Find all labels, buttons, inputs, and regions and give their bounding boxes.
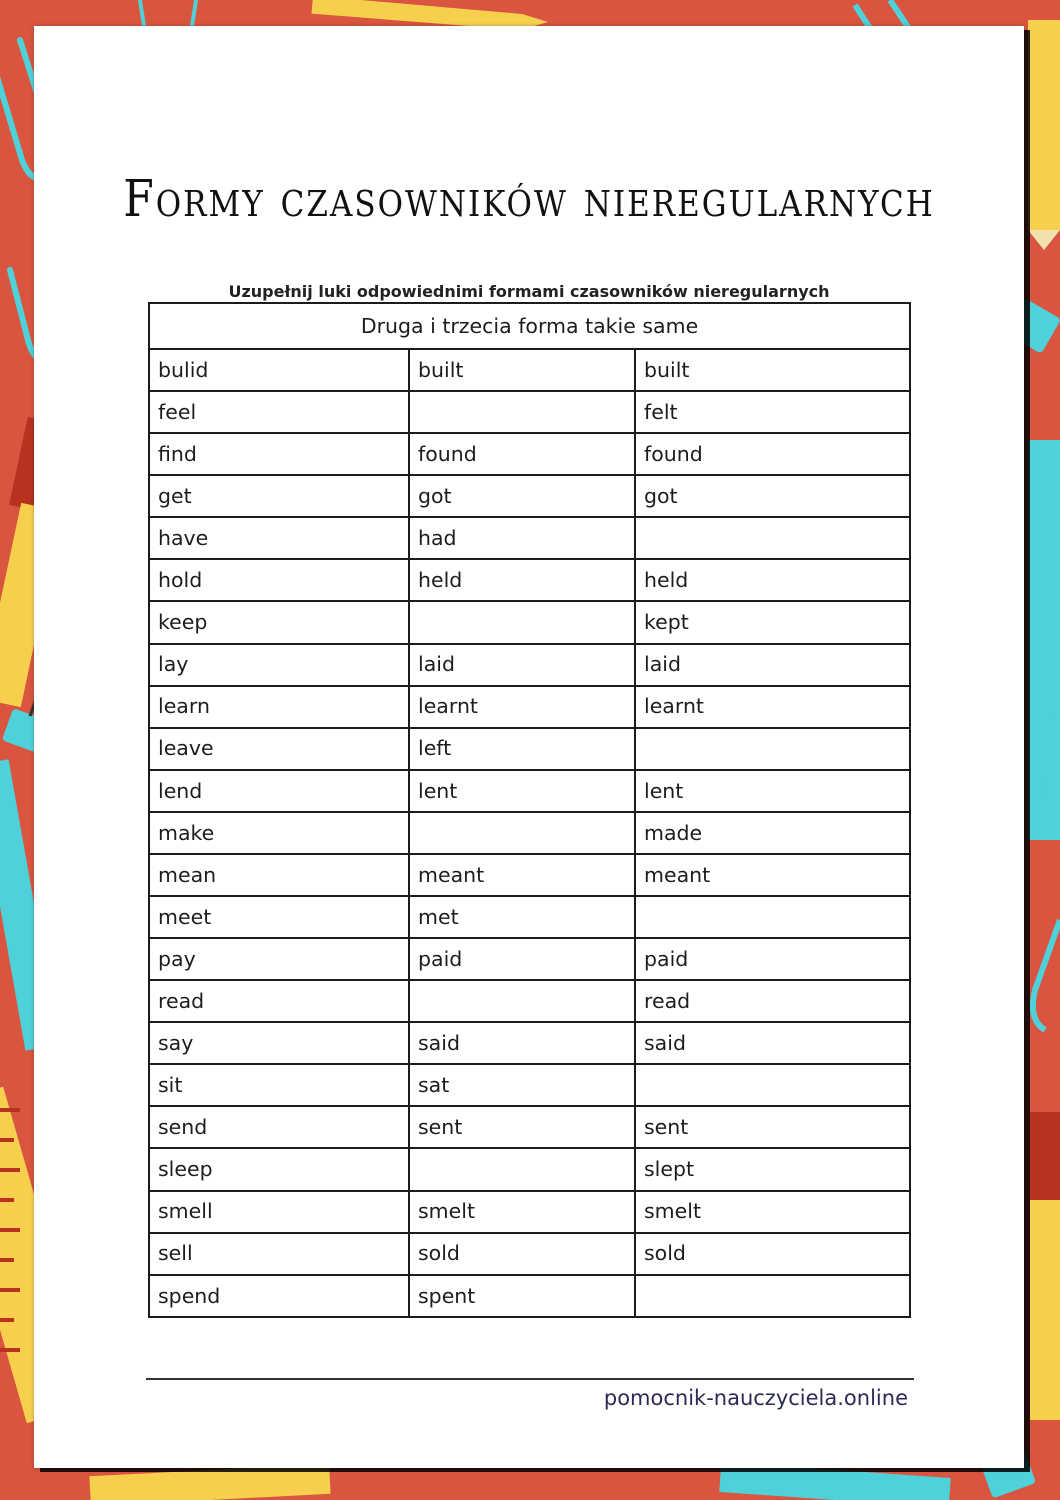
- instructions: Uzupełnij luki odpowiednimi formami czasowników nieregularnych: [228, 282, 830, 301]
- table-row: [149, 896, 910, 938]
- past-simple-cell: held: [409, 559, 635, 601]
- past-simple-cell: got: [409, 475, 635, 517]
- base-form-cell: hold: [149, 559, 409, 601]
- base-form-cell: meet: [149, 896, 409, 938]
- base-form-cell: send: [149, 1106, 409, 1148]
- past-simple-cell: built: [409, 349, 635, 391]
- table-row: [149, 644, 910, 686]
- base-form-cell: make: [149, 812, 409, 854]
- table-row: [149, 391, 910, 433]
- pencil-icon: [1030, 1112, 1060, 1420]
- table-row: [149, 1275, 910, 1317]
- past-participle-cell: laid: [635, 644, 910, 686]
- past-participle-cell: felt: [635, 391, 910, 433]
- worksheet-page: [34, 26, 1024, 1468]
- past-participle-cell: [635, 517, 910, 559]
- past-participle-cell: [635, 728, 910, 770]
- table-row: [149, 1191, 910, 1233]
- past-simple-cell: spent: [409, 1275, 635, 1317]
- page-title: Formy czasowników nieregularnych: [123, 170, 935, 229]
- table-row: [149, 475, 910, 517]
- base-form-cell: read: [149, 980, 409, 1022]
- past-participle-cell: learnt: [635, 686, 910, 728]
- pencil-icon: [1028, 20, 1060, 250]
- past-simple-cell: left: [409, 728, 635, 770]
- past-simple-cell: lent: [409, 770, 635, 812]
- past-simple-cell: meant: [409, 854, 635, 896]
- table-row: [149, 686, 910, 728]
- table-row: [149, 1148, 910, 1190]
- base-form-cell: lay: [149, 644, 409, 686]
- base-form-cell: pay: [149, 938, 409, 980]
- past-participle-cell: got: [635, 475, 910, 517]
- table-row: [149, 601, 910, 643]
- past-simple-cell: met: [409, 896, 635, 938]
- table-row: [149, 728, 910, 770]
- base-form-cell: learn: [149, 686, 409, 728]
- past-simple-cell: found: [409, 433, 635, 475]
- past-participle-cell: slept: [635, 1148, 910, 1190]
- past-participle-cell: paid: [635, 938, 910, 980]
- base-form-cell: say: [149, 1022, 409, 1064]
- base-form-cell: spend: [149, 1275, 409, 1317]
- past-participle-cell: read: [635, 980, 910, 1022]
- table-row: [149, 854, 910, 896]
- past-simple-cell: smelt: [409, 1191, 635, 1233]
- past-participle-cell: sent: [635, 1106, 910, 1148]
- past-simple-cell: [409, 980, 635, 1022]
- past-participle-cell: meant: [635, 854, 910, 896]
- table-row: [149, 349, 910, 391]
- base-form-cell: sit: [149, 1064, 409, 1106]
- past-participle-cell: [635, 1064, 910, 1106]
- table-body: [149, 349, 910, 1317]
- past-participle-cell: built: [635, 349, 910, 391]
- base-form-cell: have: [149, 517, 409, 559]
- past-simple-cell: [409, 391, 635, 433]
- base-form-cell: bulid: [149, 349, 409, 391]
- past-simple-cell: said: [409, 1022, 635, 1064]
- base-form-cell: sleep: [149, 1148, 409, 1190]
- table-header: Druga i trzecia forma takie same: [149, 303, 910, 349]
- table-header-row: [149, 303, 910, 349]
- table-row: [149, 980, 910, 1022]
- past-simple-cell: sold: [409, 1233, 635, 1275]
- base-form-cell: smell: [149, 1191, 409, 1233]
- past-participle-cell: said: [635, 1022, 910, 1064]
- base-form-cell: find: [149, 433, 409, 475]
- past-participle-cell: [635, 1275, 910, 1317]
- table-row: [149, 770, 910, 812]
- past-simple-cell: laid: [409, 644, 635, 686]
- table-row: [149, 1233, 910, 1275]
- base-form-cell: keep: [149, 601, 409, 643]
- past-participle-cell: found: [635, 433, 910, 475]
- past-simple-cell: [409, 601, 635, 643]
- past-simple-cell: [409, 1148, 635, 1190]
- base-form-cell: get: [149, 475, 409, 517]
- past-simple-cell: [409, 812, 635, 854]
- footer-website: pomocnik-nauczyciela.online: [603, 1386, 908, 1410]
- irregular-verbs-table: [148, 302, 911, 1318]
- past-simple-cell: paid: [409, 938, 635, 980]
- past-simple-cell: sat: [409, 1064, 635, 1106]
- table-row: [149, 1022, 910, 1064]
- table-row: [149, 433, 910, 475]
- base-form-cell: feel: [149, 391, 409, 433]
- past-simple-cell: sent: [409, 1106, 635, 1148]
- base-form-cell: mean: [149, 854, 409, 896]
- base-form-cell: sell: [149, 1233, 409, 1275]
- base-form-cell: lend: [149, 770, 409, 812]
- past-simple-cell: learnt: [409, 686, 635, 728]
- base-form-cell: leave: [149, 728, 409, 770]
- past-participle-cell: [635, 896, 910, 938]
- past-simple-cell: had: [409, 517, 635, 559]
- past-participle-cell: sold: [635, 1233, 910, 1275]
- table-row: [149, 559, 910, 601]
- table-row: [149, 812, 910, 854]
- footer-divider: [146, 1378, 914, 1380]
- past-participle-cell: held: [635, 559, 910, 601]
- table-row: [149, 938, 910, 980]
- past-participle-cell: kept: [635, 601, 910, 643]
- table-row: [149, 1106, 910, 1148]
- past-participle-cell: made: [635, 812, 910, 854]
- table-row: [149, 517, 910, 559]
- past-participle-cell: lent: [635, 770, 910, 812]
- table-row: [149, 1064, 910, 1106]
- past-participle-cell: smelt: [635, 1191, 910, 1233]
